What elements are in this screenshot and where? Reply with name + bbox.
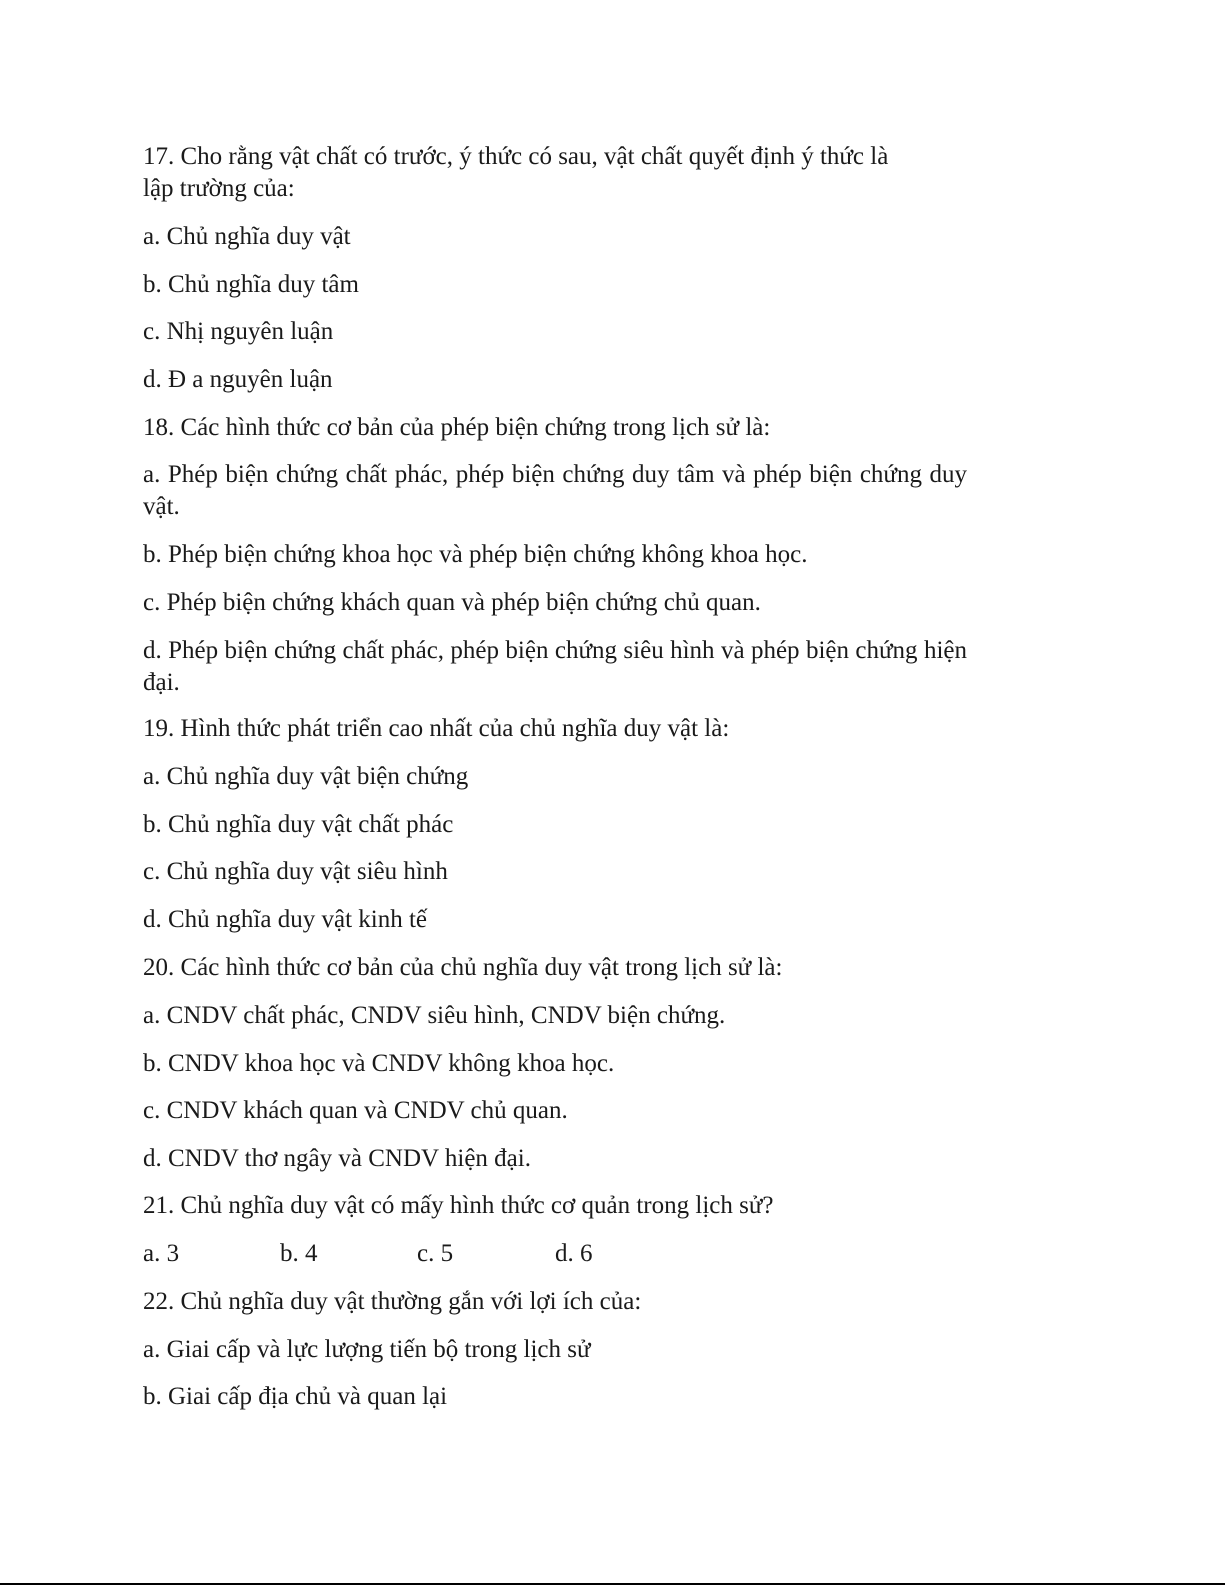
question-21-text: 21. Chủ nghĩa duy vật có mấy hình thức cơ quản trong lịch sử? [143, 1192, 774, 1219]
question-19-option-b: b. Chủ nghĩa duy vật chất phác [143, 811, 454, 838]
question-20-text: 20. Các hình thức cơ bản của chủ nghĩa duy vật trong lịch sử là: [143, 954, 783, 981]
question-17-text-line-1: 17. Cho rằng vật chất có trước, ý thức có sau, vật chất quyết định ý thức là [143, 143, 889, 170]
question-20-option-d: d. CNDV thơ ngây và CNDV hiện đại. [143, 1145, 531, 1172]
question-21-option-d: d. 6 [555, 1240, 593, 1267]
question-20-option-c: c. CNDV khách quan và CNDV chủ quan. [143, 1097, 568, 1124]
question-18-option-d: d. Phép biện chứng chất phác, phép biện chứng siêu hình và phép biện chứng hiện đại. [143, 637, 967, 696]
question-21-option-c: c. 5 [417, 1240, 454, 1267]
question-17-option-b: b. Chủ nghĩa duy tâm [143, 271, 359, 298]
question-18-text: 18. Các hình thức cơ bản của phép biện chứng trong lịch sử là: [143, 414, 771, 441]
question-18-option-c: c. Phép biện chứng khách quan và phép biện chứng chủ quan. [143, 589, 761, 616]
question-22-option-a: a. Giai cấp và lực lượng tiến bộ trong lịch sử [143, 1336, 591, 1363]
question-21-option-a: a. 3 [143, 1240, 180, 1267]
question-17-option-d: d. Đ a nguyên luận [143, 366, 333, 393]
question-17-text-line-2: lập trường của: [143, 175, 295, 202]
question-19-text: 19. Hình thức phát triển cao nhất của chủ nghĩa duy vật là: [143, 715, 730, 742]
question-17-option-c: c. Nhị nguyên luận [143, 318, 334, 345]
question-21-options-row [143, 1238, 623, 1270]
question-17-option-a: a. Chủ nghĩa duy vật [143, 223, 351, 250]
question-19-option-a: a. Chủ nghĩa duy vật biện chứng [143, 763, 469, 790]
question-19-option-d: d. Chủ nghĩa duy vật kinh tế [143, 906, 427, 933]
question-19-option-c: c. Chủ nghĩa duy vật siêu hình [143, 858, 448, 885]
question-22-text: 22. Chủ nghĩa duy vật thường gắn với lợi ích của: [143, 1288, 642, 1315]
question-18-option-a: a. Phép biện chứng chất phác, phép biện chứng duy tâm và phép biện chứng duy vật. [143, 461, 967, 520]
question-20-option-b: b. CNDV khoa học và CNDV không khoa học. [143, 1050, 615, 1077]
question-22-option-b: b. Giai cấp địa chủ và quan lại [143, 1383, 448, 1410]
question-20-option-a: a. CNDV chất phác, CNDV siêu hình, CNDV biện chứng. [143, 1002, 726, 1029]
question-21-option-b: b. 4 [280, 1240, 318, 1267]
question-18-option-b: b. Phép biện chứng khoa học và phép biện chứng không khoa học. [143, 541, 808, 568]
